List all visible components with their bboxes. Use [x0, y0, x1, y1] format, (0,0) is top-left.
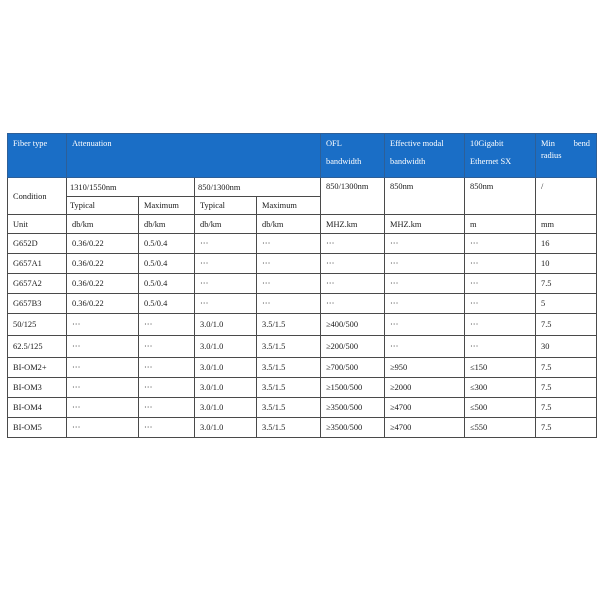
- cell-att-maximum-mm: ···: [257, 254, 321, 274]
- cell-att-typical-sm: 0.36/0.22: [67, 274, 139, 294]
- subheader-maximum-mm: Maximum: [257, 197, 321, 215]
- cell-att-typical-mm: ···: [195, 294, 257, 314]
- subheader-typical-sm: Typical: [67, 197, 139, 215]
- condition-att-singlemode: 1310/1550nm: [67, 178, 195, 197]
- header-bend-line1: [541, 138, 596, 149]
- cell-att-typical-mm: ···: [195, 234, 257, 254]
- cell-min-bend-radius: 7.5: [536, 418, 597, 438]
- cell-ethernet-sx: ≤150: [465, 358, 536, 378]
- cell-att-maximum-mm: 3.5/1.5: [257, 358, 321, 378]
- cell-fiber-type: G652D: [8, 234, 67, 254]
- cell-effective-modal-bandwidth: ≥2000: [385, 378, 465, 398]
- cell-min-bend-radius: 7.5: [536, 398, 597, 418]
- cell-min-bend-radius: 7.5: [536, 274, 597, 294]
- cell-ethernet-sx: ≤550: [465, 418, 536, 438]
- cell-fiber-type: BI-OM2+: [8, 358, 67, 378]
- cell-att-maximum-sm: ···: [139, 398, 195, 418]
- cell-att-maximum-sm: ···: [139, 378, 195, 398]
- condition-att-multimode: 850/1300nm: [195, 178, 321, 197]
- cell-att-maximum-mm: 3.5/1.5: [257, 418, 321, 438]
- unit-att-typ-sm: db/km: [67, 215, 139, 234]
- spec-table-container: [7, 133, 597, 438]
- cell-min-bend-radius: 16: [536, 234, 597, 254]
- header-ofl-line1: OFL: [326, 139, 342, 148]
- cell-att-maximum-mm: 3.5/1.5: [257, 336, 321, 358]
- cell-effective-modal-bandwidth: ···: [385, 234, 465, 254]
- header-bend-word1: Min: [541, 139, 555, 148]
- cell-effective-modal-bandwidth: ···: [385, 294, 465, 314]
- cell-att-maximum-sm: ···: [139, 358, 195, 378]
- unit-att-typ-mm: db/km: [195, 215, 257, 234]
- cell-fiber-type: BI-OM5: [8, 418, 67, 438]
- condition-ofl: 850/1300nm: [321, 178, 385, 215]
- cell-att-maximum-mm: 3.5/1.5: [257, 314, 321, 336]
- cell-att-typical-sm: 0.36/0.22: [67, 234, 139, 254]
- cell-ethernet-sx: ···: [465, 274, 536, 294]
- header-eth-line2: Ethernet SX: [470, 157, 512, 166]
- cell-effective-modal-bandwidth: ≥950: [385, 358, 465, 378]
- cell-att-maximum-sm: ···: [139, 314, 195, 336]
- cell-att-maximum-sm: 0.5/0.4: [139, 234, 195, 254]
- cell-att-typical-sm: ···: [67, 378, 139, 398]
- table-row: [8, 358, 597, 378]
- cell-att-maximum-sm: 0.5/0.4: [139, 294, 195, 314]
- header-row: [8, 134, 597, 178]
- cell-ofl-bandwidth: ···: [321, 234, 385, 254]
- cell-effective-modal-bandwidth: ···: [385, 314, 465, 336]
- header-bend-word2: bend: [573, 139, 590, 148]
- header-emb-line1: Effective modal: [390, 139, 444, 148]
- header-eth-line1: 10Gigabit: [470, 139, 504, 148]
- cell-fiber-type: BI-OM4: [8, 398, 67, 418]
- condition-bend: /: [536, 178, 597, 215]
- unit-row: [8, 215, 597, 234]
- cell-ethernet-sx: ···: [465, 254, 536, 274]
- unit-label: Unit: [8, 215, 67, 234]
- condition-row: [8, 178, 597, 197]
- table-row: [8, 294, 597, 314]
- unit-att-max-sm: db/km: [139, 215, 195, 234]
- cell-fiber-type: BI-OM3: [8, 378, 67, 398]
- condition-label: Condition: [8, 178, 67, 215]
- cell-min-bend-radius: 10: [536, 254, 597, 274]
- cell-ethernet-sx: ···: [465, 234, 536, 254]
- cell-att-typical-sm: ···: [67, 314, 139, 336]
- header-ofl-bandwidth: [321, 134, 385, 178]
- cell-att-typical-sm: ···: [67, 336, 139, 358]
- cell-att-maximum-mm: ···: [257, 234, 321, 254]
- header-bend-line2: radius: [541, 151, 562, 160]
- cell-ethernet-sx: ≤300: [465, 378, 536, 398]
- cell-att-maximum-sm: ···: [139, 336, 195, 358]
- unit-emb: MHZ.km: [385, 215, 465, 234]
- cell-att-maximum-mm: 3.5/1.5: [257, 398, 321, 418]
- cell-ofl-bandwidth: ···: [321, 274, 385, 294]
- cell-fiber-type: 62.5/125: [8, 336, 67, 358]
- cell-ofl-bandwidth: ≥3500/500: [321, 398, 385, 418]
- cell-att-typical-sm: ···: [67, 418, 139, 438]
- cell-effective-modal-bandwidth: ···: [385, 336, 465, 358]
- cell-effective-modal-bandwidth: ···: [385, 274, 465, 294]
- cell-att-typical-sm: ···: [67, 358, 139, 378]
- table-row: [8, 398, 597, 418]
- cell-att-typical-mm: 3.0/1.0: [195, 418, 257, 438]
- header-effective-modal-bandwidth: [385, 134, 465, 178]
- table-row: [8, 336, 597, 358]
- table-row: [8, 378, 597, 398]
- table-row: [8, 254, 597, 274]
- cell-att-typical-mm: 3.0/1.0: [195, 378, 257, 398]
- cell-att-typical-sm: 0.36/0.22: [67, 294, 139, 314]
- header-attenuation: Attenuation: [67, 134, 321, 178]
- cell-min-bend-radius: 30: [536, 336, 597, 358]
- fiber-spec-table: [7, 133, 597, 438]
- cell-ethernet-sx: ···: [465, 294, 536, 314]
- cell-att-typical-mm: ···: [195, 254, 257, 274]
- cell-effective-modal-bandwidth: ≥4700: [385, 398, 465, 418]
- subheader-maximum-sm: Maximum: [139, 197, 195, 215]
- cell-att-typical-sm: 0.36/0.22: [67, 254, 139, 274]
- cell-att-maximum-sm: 0.5/0.4: [139, 274, 195, 294]
- unit-ofl: MHZ.km: [321, 215, 385, 234]
- cell-effective-modal-bandwidth: ≥4700: [385, 418, 465, 438]
- header-ofl-line2: bandwidth: [326, 157, 362, 166]
- cell-ofl-bandwidth: ···: [321, 294, 385, 314]
- cell-ofl-bandwidth: ···: [321, 254, 385, 274]
- cell-att-maximum-mm: ···: [257, 294, 321, 314]
- cell-att-maximum-sm: 0.5/0.4: [139, 254, 195, 274]
- cell-ethernet-sx: ···: [465, 336, 536, 358]
- cell-min-bend-radius: 7.5: [536, 358, 597, 378]
- cell-effective-modal-bandwidth: ···: [385, 254, 465, 274]
- data-rows: [8, 234, 597, 438]
- cell-att-typical-mm: 3.0/1.0: [195, 358, 257, 378]
- header-emb-line2: bandwidth: [390, 157, 426, 166]
- cell-fiber-type: 50/125: [8, 314, 67, 336]
- cell-ethernet-sx: ···: [465, 314, 536, 336]
- table-row: [8, 234, 597, 254]
- cell-ofl-bandwidth: ≥3500/500: [321, 418, 385, 438]
- table-row: [8, 314, 597, 336]
- cell-att-maximum-sm: ···: [139, 418, 195, 438]
- cell-att-maximum-mm: ···: [257, 274, 321, 294]
- condition-eth: 850nm: [465, 178, 536, 215]
- cell-att-maximum-mm: 3.5/1.5: [257, 378, 321, 398]
- cell-fiber-type: G657A2: [8, 274, 67, 294]
- unit-bend: mm: [536, 215, 597, 234]
- header-fiber-type: Fiber type: [8, 134, 67, 178]
- cell-ofl-bandwidth: ≥700/500: [321, 358, 385, 378]
- unit-att-max-mm: db/km: [257, 215, 321, 234]
- cell-fiber-type: G657A1: [8, 254, 67, 274]
- cell-ofl-bandwidth: ≥400/500: [321, 314, 385, 336]
- subheader-typical-mm: Typical: [195, 197, 257, 215]
- cell-min-bend-radius: 7.5: [536, 314, 597, 336]
- cell-ofl-bandwidth: ≥200/500: [321, 336, 385, 358]
- cell-att-typical-mm: ···: [195, 274, 257, 294]
- cell-min-bend-radius: 7.5: [536, 378, 597, 398]
- cell-min-bend-radius: 5: [536, 294, 597, 314]
- cell-att-typical-sm: ···: [67, 398, 139, 418]
- header-min-bend-radius: [536, 134, 597, 178]
- header-ethernet-sx: [465, 134, 536, 178]
- cell-ethernet-sx: ≤500: [465, 398, 536, 418]
- cell-att-typical-mm: 3.0/1.0: [195, 336, 257, 358]
- condition-emb: 850nm: [385, 178, 465, 215]
- table-row: [8, 418, 597, 438]
- cell-ofl-bandwidth: ≥1500/500: [321, 378, 385, 398]
- table-row: [8, 274, 597, 294]
- cell-att-typical-mm: 3.0/1.0: [195, 314, 257, 336]
- cell-fiber-type: G657B3: [8, 294, 67, 314]
- cell-att-typical-mm: 3.0/1.0: [195, 398, 257, 418]
- unit-eth: m: [465, 215, 536, 234]
